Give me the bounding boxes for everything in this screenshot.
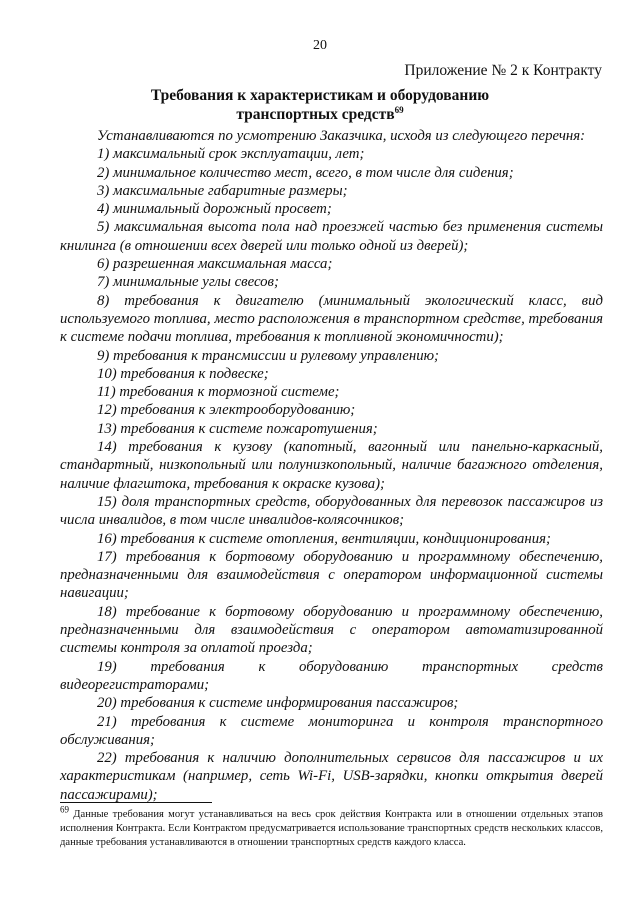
list-item: 5) максимальная высота пола над проезжей частью без применения системы книлинга (в отношении всех дверей или только одной из дверей); bbox=[60, 219, 603, 254]
list-item: 2) минимальное количество мест, всего, в том числе для сидения; bbox=[97, 164, 514, 181]
title-footnote-mark: 69 bbox=[394, 104, 404, 115]
footnote-divider bbox=[60, 802, 212, 803]
document-title bbox=[60, 86, 580, 124]
list-item: 12) требования к электрооборудованию; bbox=[97, 402, 356, 419]
title-line-1: Требования к характеристикам и оборудованию bbox=[150, 87, 490, 104]
intro-paragraph: Устанавливаются по усмотрению Заказчика, исходя из следующего перечня: bbox=[97, 128, 586, 144]
footnote bbox=[60, 804, 603, 850]
list-item: 8) требования к двигателю (минимальный экологический класс, вид используемого топлива, место расположения в транспортном средстве, требования к системе подачи топлива, требования к топливной экономичности); bbox=[60, 292, 603, 346]
list-item: 9) требования к трансмиссии и рулевому управлению; bbox=[97, 347, 439, 364]
title-line-2-text: транспортных средств bbox=[236, 106, 395, 123]
title-line-2 bbox=[60, 105, 580, 124]
list-item: 6) разрешенная максимальная масса; bbox=[97, 256, 333, 273]
list-item: 15) доля транспортных средств, оборудованных для перевозок пассажиров из числа инвалидов, в том числе инвалидов-колясочников; bbox=[60, 493, 603, 529]
list-item: 19) требования к оборудованию транспортных средств видеорегистраторами; bbox=[60, 658, 603, 693]
list-item: 18) требование к бортовому оборудованию и программному обеспечению, предназначенными для взаимодействия с оператором автоматизированной системы контроля за оплатой проезда; bbox=[60, 603, 603, 657]
list-item: 22) требования к наличию дополнительных сервисов для пассажиров и их характеристикам (например, сеть Wi-Fi, USB-зарядки, кнопки открытия дверей пассажирами); bbox=[60, 750, 603, 803]
footnote-text: Данные требования могут устанавливаться на весь срок действия Контракта или в отношении отдельных этапов исполнения Контракта. Если Контрактом предусматривается использование транспортных средств нескольких классов, данные требования устанавливаются в отношении транспортных средств каждого класса. bbox=[60, 809, 603, 848]
list-item: 21) требования к системе мониторинга и контроля транспортного обслуживания; bbox=[60, 713, 603, 748]
list-item: 10) требования к подвеске; bbox=[97, 365, 269, 382]
list-item: 17) требования к бортовому оборудованию и программному обеспечению, предназначенными для взаимодействия с оператором информационной системы навигации; bbox=[60, 548, 603, 602]
list-item: 20) требования к системе информирования пассажиров; bbox=[97, 695, 459, 712]
list-item: 1) максимальный срок эксплуатации, лет; bbox=[97, 146, 365, 163]
annex-heading: Приложение № 2 к Контракту bbox=[404, 62, 602, 79]
requirements-list bbox=[60, 127, 603, 804]
list-item: 11) требования к тормозной системе; bbox=[97, 384, 340, 401]
list-item: 14) требования к кузову (капотный, вагонный или панельно-каркасный, стандартный, низкопольный или полунизкопольный, наличие багажного отделения, наличие флагштока, требования к окраске кузова); bbox=[60, 439, 603, 492]
list-item: 16) требования к системе отопления, вентиляции, кондиционирования; bbox=[97, 530, 551, 547]
footnote-mark: 69 bbox=[60, 804, 69, 815]
list-item: 7) минимальные углы свесов; bbox=[97, 274, 279, 291]
page-number: 20 bbox=[313, 38, 327, 53]
list-item: 13) требования к системе пожаротушения; bbox=[97, 420, 378, 437]
list-item: 4) минимальный дорожный просвет; bbox=[97, 201, 332, 218]
list-item: 3) максимальные габаритные размеры; bbox=[97, 182, 348, 199]
